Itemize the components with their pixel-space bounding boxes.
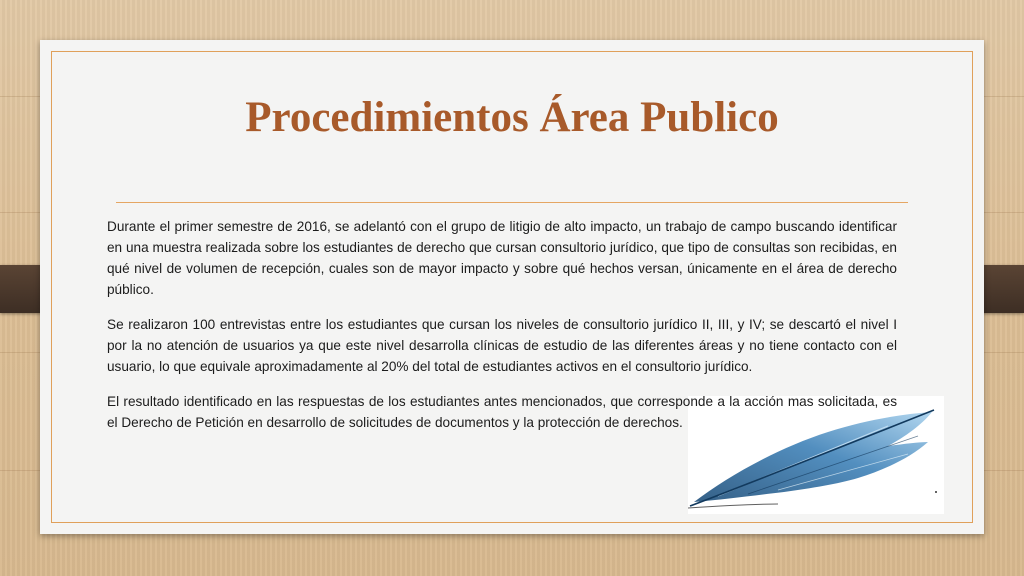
slide-title: Procedimientos Área Publico [245,94,779,141]
slide-body [107,216,897,447]
slide-card [40,40,984,534]
title-divider [116,202,908,203]
paragraph-3: El resultado identificado en las respuestas de los estudiantes antes mencionados, que corresponde a la acción mas solicitada, es el Derecho de Petición en desarrollo de solicitudes de documentos y la protección de derechos. [107,394,897,430]
paragraph-1: Durante el primer semestre de 2016, se adelantó con el grupo de litigio de alto impacto, un trabajo de campo buscando identificar en una muestra realizada sobre los estudiantes de derecho que cursan consultorio jurídico, que tipo de consultas son recibidas, en qué nivel de volumen de recepción, cuales son de mayor impacto y sobre qué hechos versan, únicamente en el área de derecho público. [107,219,897,297]
paragraph-2: Se realizaron 100 entrevistas entre los estudiantes que cursan los niveles de consultorio jurídico II, III, y IV; se descartó el nivel I por la no atención de usuarios ya que este nivel desarrolla clínicas de estudio de las diferentes áreas y no tiene contacto con el usuario, lo que equivale aproximadamente al 20% del total de estudiantes activos en el consultorio jurídico. [107,317,897,374]
